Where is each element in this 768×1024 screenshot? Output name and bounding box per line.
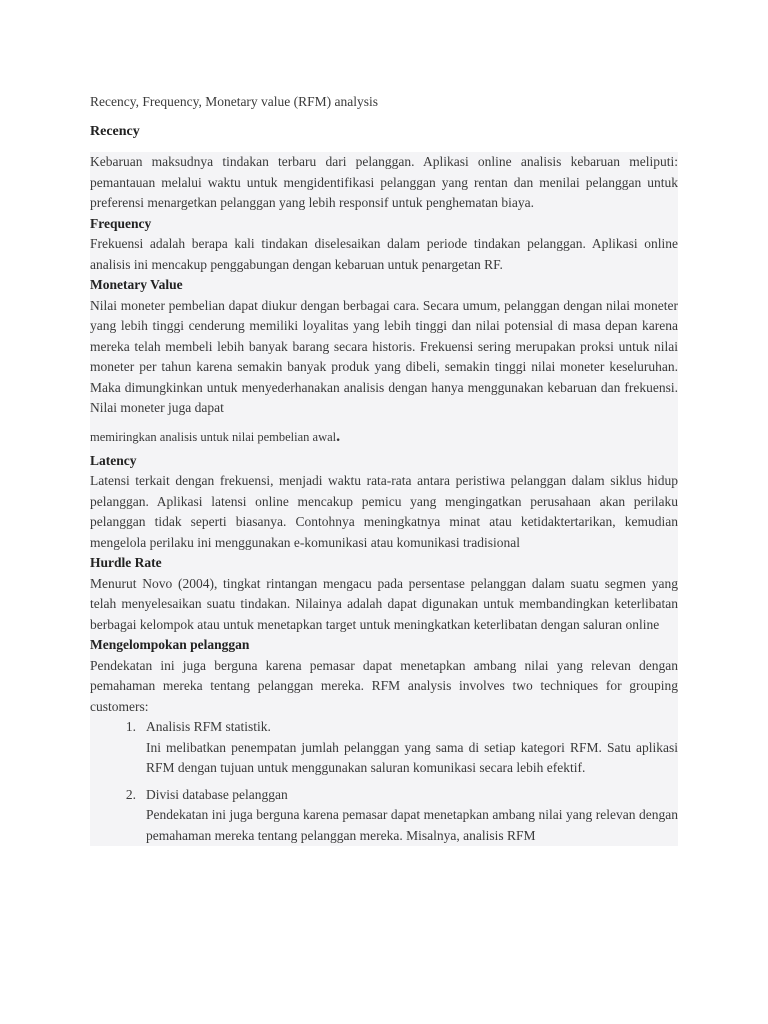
grouping-paragraph: Pendekatan ini juga berguna karena pemasar dapat menetapkan ambang nilai yang relevan dengan pemahaman mereka tentang pelanggan mereka. RFM analysis involves two techniques for grouping customers: xyxy=(90,657,678,714)
list-item-title: Analisis RFM statistik. xyxy=(146,719,271,734)
list-item xyxy=(90,717,678,779)
document-body xyxy=(90,152,678,846)
list-item-description: Pendekatan ini juga berguna karena pemasar dapat menetapkan ambang nilai yang relevan dengan pemahaman mereka tentang pelanggan mereka. Misalnya, analisis RFM xyxy=(146,807,678,843)
monetary-paragraph: Nilai moneter pembelian dapat diukur dengan berbagai cara. Secara umum, pelanggan dengan nilai moneter yang lebih tinggi cenderung memiliki loyalitas yang lebih tinggi dan nilai potensial di masa depan karena mereka telah membeli lebih banyak barang secara historis. Frekuensi sering merupakan proksi untuk nilai moneter per tahun karena semakin banyak produk yang dibeli, semakin tinggi nilai moneter keseluruhan. Maka dimungkinkan untuk menyederhanakan analisis dengan hanya menggunakan kebaruan dan frekuensi. Nilai moneter juga dapat xyxy=(90,297,678,415)
monetary-tail-text: memiringkan analisis untuk nilai pembelian awal xyxy=(90,429,337,444)
frequency-paragraph: Frekuensi adalah berapa kali tindakan diselesaikan dalam periode tindakan pelanggan. Aplikasi online analisis ini mencakup penggabungan dengan kebaruan untuk penargetan RF. xyxy=(90,236,678,272)
list-item-number: 2. xyxy=(125,786,136,802)
list-item-body xyxy=(136,717,678,779)
list-item-number: 1. xyxy=(125,719,136,734)
recency-paragraph: Kebaruan maksudnya tindakan terbaru dari pelanggan. Aplikasi online analisis kebaruan meliputi: pemantauan melalui waktu untuk mengidentifikasi pelanggan yang rentan dan menilai pelanggan untuk preferensi menargetkan pelanggan yang lebih responsif untuk penghematan biaya. xyxy=(90,154,678,210)
hurdle-rate-heading: Hurdle Rate xyxy=(90,555,162,570)
list-item-body xyxy=(136,785,678,847)
list-item-title: Divisi database pelanggan xyxy=(146,786,288,802)
frequency-heading: Frequency xyxy=(90,215,152,231)
list-item xyxy=(90,785,678,847)
monetary-paragraph-tail xyxy=(90,419,678,447)
latency-paragraph: Latensi terkait dengan frekuensi, menjadi waktu rata-rata antara peristiwa pelanggan dalam siklus hidup pelanggan. Aplikasi latensi online mencakup pemicu yang mengingatkan perusahaan akan perilaku pelanggan tidak seperti biasanya. Contohnya meningkatnya minat atau ketidaktertarikan, kemudian mengelola perilaku ini menggunakan e-komunikasi atau komunikasi tradisional xyxy=(90,473,678,550)
monetary-tail-period: . xyxy=(336,427,341,445)
latency-heading: Latency xyxy=(90,452,137,468)
hurdle-rate-paragraph: Menurut Novo (2004), tingkat rintangan mengacu pada persentase pelanggan dalam suatu segmen yang telah menyelesaikan suatu tindakan. Nilainya adalah dapat digunakan untuk membandingkan keterlibatan berbagai kelompok atau untuk menetapkan target untuk meningkatkan keterlibatan dengan saluran online xyxy=(90,575,678,632)
list-item-description: Ini melibatkan penempatan jumlah pelanggan yang sama di setiap kategori RFM. Satu aplikasi RFM dengan tujuan untuk menggunakan saluran komunikasi secara lebih efektif. xyxy=(146,739,678,775)
document-page xyxy=(90,92,678,846)
recency-heading: Recency xyxy=(90,124,140,139)
document-title: Recency, Frequency, Monetary value (RFM) analysis xyxy=(90,94,379,109)
grouping-techniques-list xyxy=(90,717,678,846)
grouping-heading: Mengelompokan pelanggan xyxy=(90,637,250,652)
monetary-heading: Monetary Value xyxy=(90,277,183,292)
